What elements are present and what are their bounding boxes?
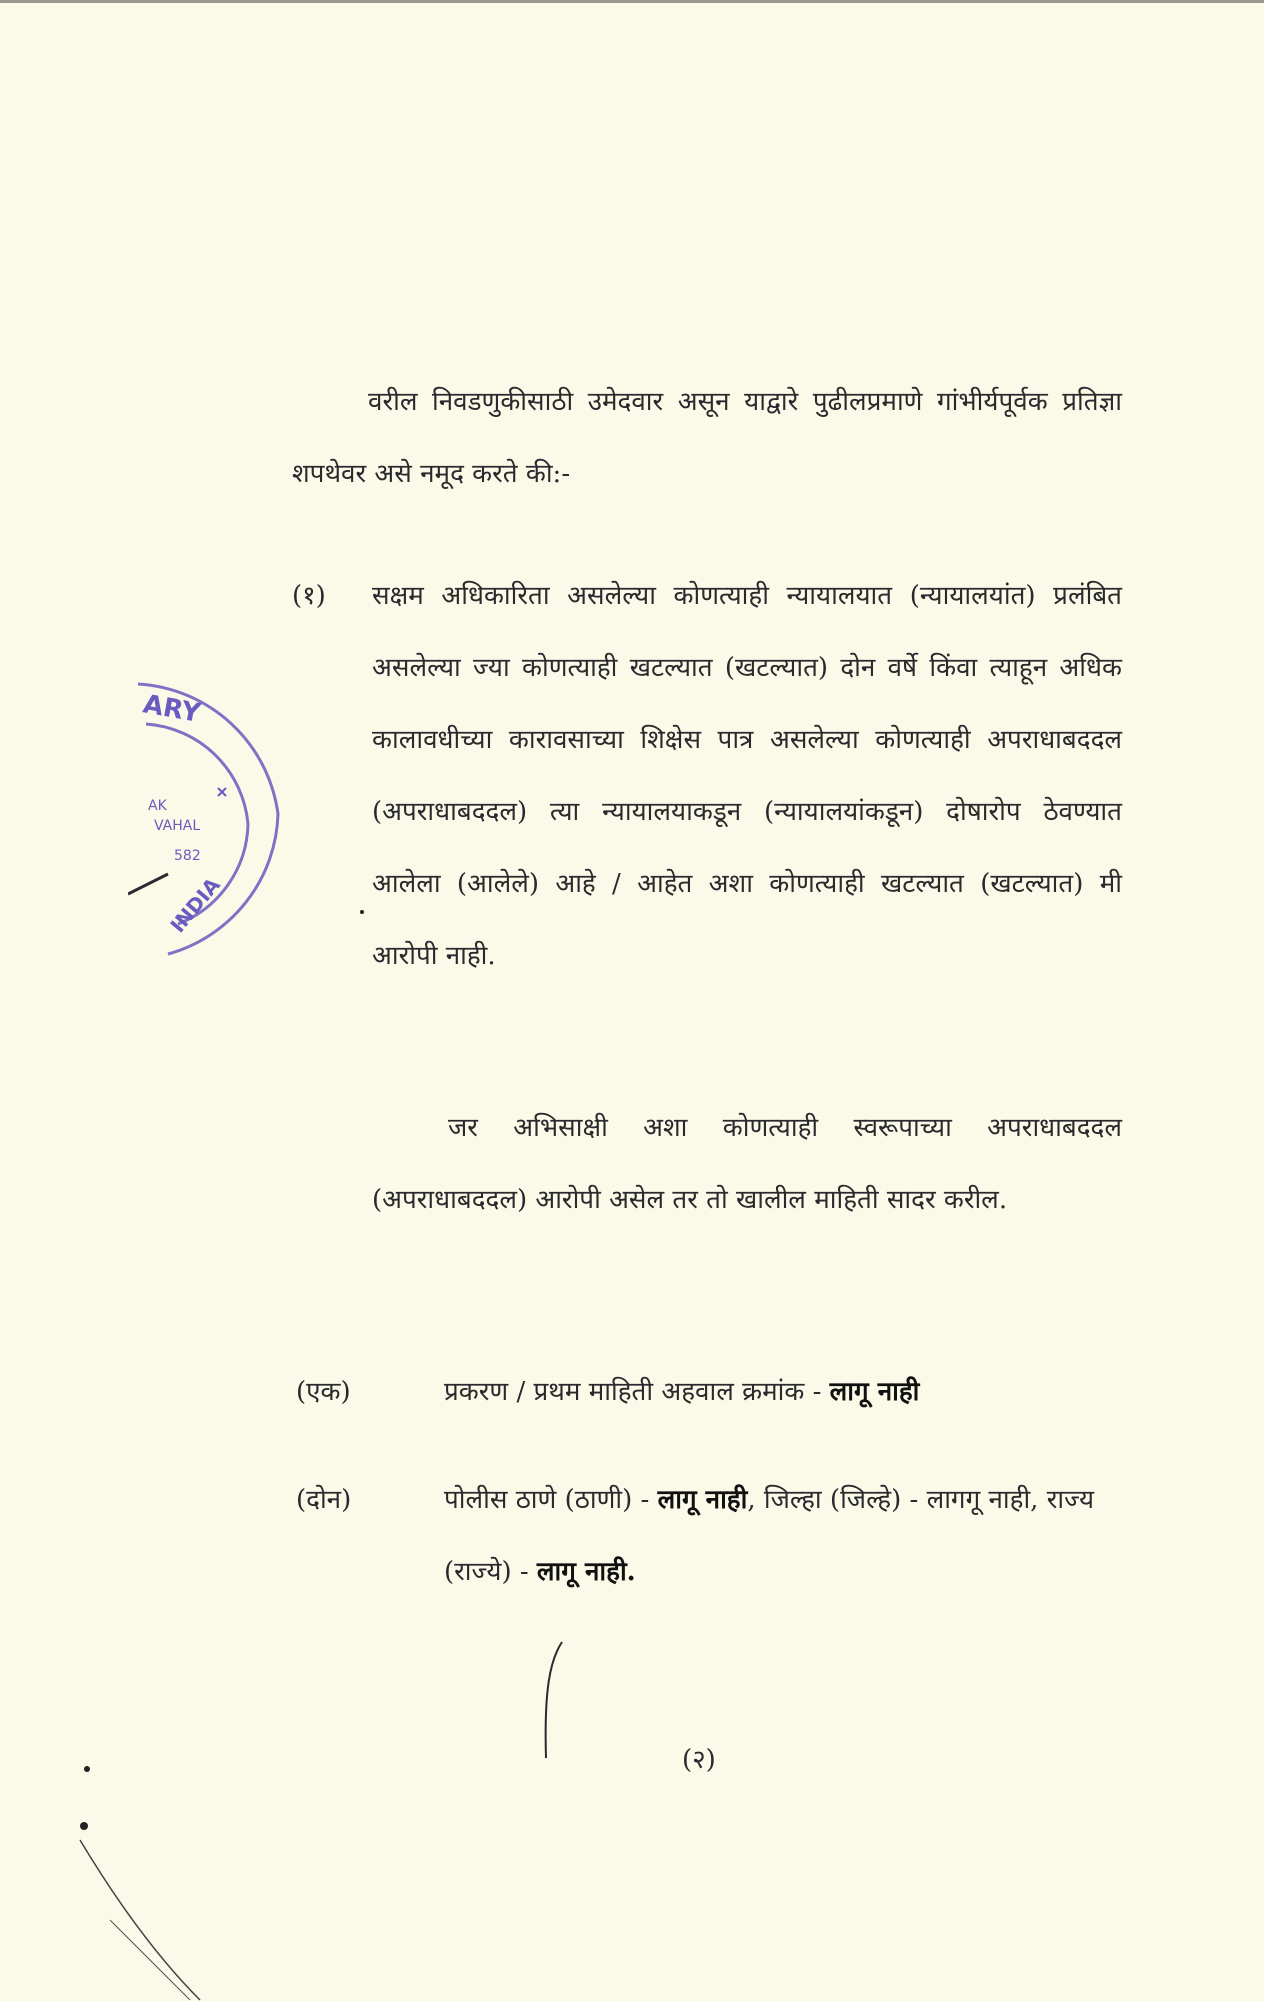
item-1-number: (१) <box>292 581 326 611</box>
item-1-text: सक्षम अधिकारिता असलेल्या कोणत्याही न्यायालयात (न्यायालयांत) प्रलंबित असलेल्या ज्या कोणत्याही खटल्यात (खटल्यात) दोन वर्षे किंवा त्याहून अधिक कालावधीच्या कारावसाच्या शिक्षेस पात्र असलेल्या कोणत्याही अपराधाबददल (अपराधाबददल) त्या न्यायालयाकडून (न्यायालयांकडून) दोषारोप ठेवण्यात आलेला (आलेले) आहे / आहेत अशा कोणत्याही खटल्यात (खटल्यात) मी आरोपी नाही. <box>372 581 1122 971</box>
edge-marks <box>70 1810 210 2001</box>
stamp-text-mid1: AK <box>148 798 167 814</box>
signature-scribble <box>540 1640 570 1760</box>
stamp-text-mid3: 582 <box>174 848 201 864</box>
detail-2-label-1: पोलीस ठाणे (ठाणी) - <box>444 1485 658 1515</box>
detail-1-value: लागू नाही <box>829 1377 920 1407</box>
detail-2-text <box>444 1464 1134 1608</box>
notary-stamp <box>128 664 298 984</box>
detail-1-label: प्रकरण / प्रथम माहिती अहवाल क्रमांक - <box>444 1377 830 1407</box>
stamp-text-bottom: INDIA <box>165 872 225 938</box>
detail-1-number: (एक) <box>296 1377 351 1407</box>
margin-dot-1 <box>84 1766 90 1772</box>
top-edge-rule <box>0 0 1264 3</box>
stamp-text-mid2: VAHAL <box>154 818 201 834</box>
page-number: (२) <box>682 1745 716 1775</box>
detail-1-text <box>444 1356 1134 1428</box>
margin-dot-3 <box>360 910 364 914</box>
margin-dot-2 <box>80 1822 88 1830</box>
note-paragraph: जर अभिसाक्षी अशा कोणत्याही स्वरूपाच्या अपराधाबददल (अपराधाबददल) आरोपी असेल तर तो खालील माहिती सादर करील. <box>372 1113 1122 1215</box>
stamp-text-top: ARY <box>140 689 203 729</box>
detail-2-value-1: लागू नाही <box>657 1485 748 1515</box>
signature-stroke <box>128 874 168 894</box>
detail-2-number: (दोन) <box>296 1485 352 1515</box>
detail-2-label-2: , जिल्हा (जिल्हे) - लागगू नाही, राज्य (राज्ये) - <box>444 1485 1095 1587</box>
detail-2-value-2: लागू नाही. <box>536 1557 636 1587</box>
intro-paragraph: वरील निवडणुकीसाठी उमेदवार असून याद्वारे पुढीलप्रमाणे गांभीर्यपूर्वक प्रतिज्ञा शपथेवर असे नमूद करते की:- <box>292 387 1122 489</box>
